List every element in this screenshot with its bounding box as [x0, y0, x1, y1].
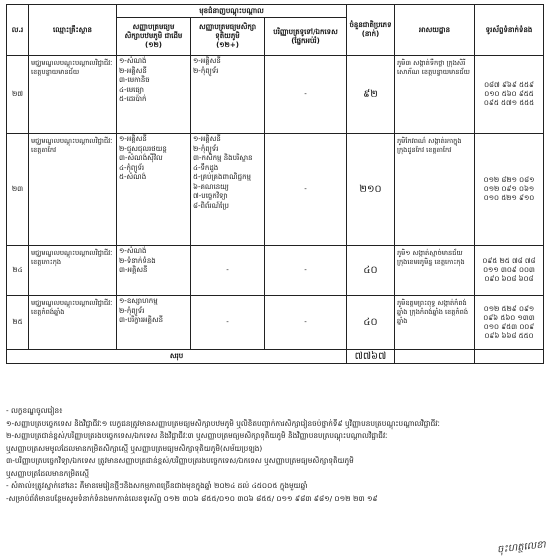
handwritten-signature: ចុះហត្ថលេខា [496, 539, 547, 556]
row-g12 [191, 134, 265, 246]
note-line: - លក្ខខណ្ឌចូលរៀន៖ [6, 406, 63, 415]
header-qty [347, 5, 395, 56]
row-other: - [265, 246, 347, 296]
row-no: ២៥ [7, 296, 29, 350]
note-line: ឬសញ្ញាបត្រដែលមានកម្រិតស្មើ [6, 468, 89, 478]
note-line: - សំគាល់៖ត្រូវស្នាក់នៅនេះ គឺមានមេរៀនថ្មីៗនិងសកម្មភាពច្រើនជាងមុនក្នុងឆ្នាំ ២០២៤ ដល់ ៤៥០០៥ ក្នុងមួយឆ្នាំ [6, 481, 308, 490]
list-item: ២-កុំព្យូទ័រ [193, 66, 219, 75]
phone-number: ០១០ ៥៦០ ៩៥៥ [484, 90, 534, 98]
table-row [7, 246, 544, 296]
header-other [265, 18, 347, 56]
header-g12-label: សញ្ញាបត្រមធ្យមសិក្សាទុតិយភូមិ [198, 23, 257, 40]
note-line: ៣-បរិញ្ញាបត្របច្ចេកវិទ្យា/ឯកទេស ត្រូវមានសញ្ញាបត្រជាន់ខ្ពស់/បរិញ្ញាបត្ររងបច្ចេកទេស/ឯកទេស ឬសញ្ញាបត្រមធ្យមសិក្សាទុតិយភូមិ [6, 456, 354, 465]
row-no: ២៤ [7, 246, 29, 296]
list-item: ៦-គណនេយ្យ [193, 182, 229, 191]
list-item: ៤-ទឹកដូង [193, 163, 219, 172]
phone-number: ០១២ ៨២១ ០៨១ [483, 176, 535, 184]
header-qty-label: ចំនួនជាតិប្រភេទ [349, 21, 392, 29]
list-item: ៥-ដេរប៉ាក់ [119, 95, 147, 103]
row-qty: ៩២ [347, 56, 395, 134]
row-g9 [117, 296, 191, 350]
header-g12 [191, 18, 265, 56]
row-g9 [117, 56, 191, 134]
row-name: មជ្ឈមណ្ឌលបណ្តុះបណ្តាលវិជ្ជាជីវៈខេត្តបន្ទាយមានជ័យ [29, 56, 117, 134]
header-address: អាសយដ្ឋាន [395, 5, 475, 56]
row-g9 [117, 134, 191, 246]
list-item: ១-អគ្គិសនី [193, 57, 221, 65]
table-row [7, 56, 544, 134]
phone-number: ០៩០ ៦០៨ ៦០៨ [484, 275, 534, 283]
list-item: ៨-ពិព័រណ៍ប្រែ [193, 201, 229, 210]
header-other-label: បរិញ្ញាបត្រទូទៅ/ឯកទេស [273, 27, 338, 36]
row-g12 [191, 56, 265, 134]
row-name: មជ្ឈមណ្ឌលបណ្តុះបណ្តាលវិជ្ជាជីវៈខេត្តកំពង់ឆ្នាំង [29, 296, 117, 350]
row-name: មជ្ឈមណ្ឌលបណ្តុះបណ្តាលវិជ្ជាជីវៈខេត្តតាកែវ [29, 134, 117, 246]
header-g9-sub: (១២) [145, 41, 162, 49]
training-centers-table [6, 4, 544, 364]
row-qty: ៤០ [347, 296, 395, 350]
list-item: ២-ទំនាក់ទំនង [119, 256, 156, 265]
header-g9 [117, 18, 191, 56]
row-address: ភូមិ១ សង្កាត់ស្មាច់មានជ័យ ក្រុងខេមរភូមិន្ទ ខេត្តកោះកុង [395, 246, 475, 296]
phone-number: ០៩៥ ៥៧១ ៥៥៥ [483, 99, 535, 107]
row-qty: ២១០ [347, 134, 395, 246]
phone-number: ០៩៦ ៦៦៨ ៥៥០ [484, 331, 534, 340]
total-empty-address [395, 350, 475, 364]
header-phone: ទូរស័ព្ទទំនាក់ទំនង [475, 5, 544, 56]
phone-number: ០៨៧ ៩៦៩ ៥៥៩ [484, 81, 534, 89]
header-school: ឈ្មោះគ្រឹះស្ថាន [29, 5, 117, 56]
row-g9 [117, 246, 191, 296]
table-row [7, 296, 544, 350]
total-label: សរុប [7, 350, 347, 364]
note-line: ឬសញ្ញាបត្រសមមូលដែលមានកម្រិតសិក្សាស្មើ ឬសញ្ញាបត្រមធ្យមសិក្សាទុតិយភូមិ(សម័យប្រឡង) [6, 443, 263, 453]
phone-number: ០១២ ០៩១ ០៦១ [483, 185, 535, 193]
header-no: ល.រ [7, 5, 29, 56]
row-address: ភូមិកែវពណ៌ សង្កាត់រកាក្នុង ក្រុងដូនកែវ ខេត្តតាកែវ [395, 134, 475, 246]
list-item: ៣-មេកានិច [119, 76, 150, 84]
list-item: ១-ឧស្សាហកម្ម [119, 297, 158, 305]
list-item: ៧-បច្ចេកវិទ្យា [193, 192, 228, 200]
row-phones [475, 56, 544, 134]
row-other: - [265, 134, 347, 246]
list-item: ៤-កុំព្យូទ័រ [119, 163, 145, 172]
header-g9-label: សញ្ញាបត្រមធ្យមសិក្សាបឋមភូមិ ជាដើម [124, 23, 183, 40]
list-item: ២-អគ្គិសនី [119, 66, 147, 75]
row-phones [475, 134, 544, 246]
row-name: មជ្ឈមណ្ឌលបណ្តុះបណ្តាលវិជ្ជាជីវៈខេត្តកោះកុង [29, 246, 117, 296]
total-row [7, 350, 544, 364]
note-line: ២-សញ្ញាបត្រជាន់ខ្ពស់/បរិញ្ញាបត្ររងបច្ចេកទេស/ឯកទេស និងវិជ្ជាជីវៈ៣ ឬសញ្ញាបត្រមធ្យមសិក្សាទុតិយភូមិ និងវិញ្ញាបនបត្របណ្តុះបណ្តាលវិជ្ជាជីវៈ [6, 431, 388, 440]
row-phones [475, 246, 544, 296]
list-item: ៣-បរិក្ខារអគ្គិសនី [119, 316, 164, 324]
list-item: ៣-កសិកម្ម និងបរិស្ថាន [193, 154, 253, 162]
list-item: ៣-អគ្គិសនី [119, 266, 148, 274]
row-no: ២៧ [7, 56, 29, 134]
list-item: ២-កុំព្យូទ័រ [119, 306, 145, 315]
header-group: មុខជំនាញបណ្តុះបណ្តាល [117, 5, 347, 18]
row-g12: - [191, 296, 265, 350]
phone-number: ០១២ ៥២៩ ០៩១ [483, 304, 535, 313]
phone-number: ០១១ ៣០៩ ០០៣ [483, 266, 535, 274]
list-item: ២-កុំព្យូទ័រ [193, 144, 219, 153]
row-address: ភូមិឧត្តមព្រះពុទ្ធ សង្កាត់កំពង់ឆ្នាំង ក្រុងកំពង់ឆ្នាំង ខេត្តកំពង់ឆ្នាំង [395, 296, 475, 350]
total-empty-phone [475, 350, 544, 364]
row-other: - [265, 56, 347, 134]
phone-number: ០១០ ៥២១ ៩១០ [483, 194, 535, 202]
list-item: ៥-គ្រប់គ្រងពាណិជ្ជកម្ម [193, 173, 251, 181]
list-item: ៥-សំណង់ [119, 173, 147, 181]
phone-number: ០៩៥ ២៥ ៧៨ ៧៨ [482, 257, 536, 265]
table-row [7, 134, 544, 246]
header-qty-sub: (នាក់) [361, 30, 380, 38]
list-item: ៤-មេធ្យោ [119, 85, 145, 94]
row-phones [475, 296, 544, 350]
list-item: ១-សំណង់ [119, 247, 147, 255]
phone-number: ០១០ ៩៥៣ ០០៩ [483, 322, 535, 331]
header-other-sub: (ផ្នែកអប់រំ) [291, 36, 320, 45]
requirements-notes [6, 405, 546, 505]
list-item: ១-សំណង់ [119, 57, 147, 65]
phone-number: ០៩៦ ៥៦០ ១៣៣ [483, 313, 535, 322]
list-item: ១-អគ្គិសនី [193, 135, 221, 143]
header-g12-sub: (១២+) [216, 41, 239, 49]
row-no: ២៣ [7, 134, 29, 246]
row-other: - [265, 296, 347, 350]
row-qty: ៤០ [347, 246, 395, 296]
list-item: ៣-សំណង់ស៊ីវិល [119, 154, 163, 162]
list-item: ២-ជួសជុលរថយន្ត [119, 144, 167, 153]
list-item: ១-អគ្គិសនី [119, 135, 147, 143]
row-g12: - [191, 246, 265, 296]
total-value: ៧៧៦៧ [347, 350, 395, 364]
note-line: -សម្រាប់ព័ត៌មានបន្ថែមសូមទំនាក់ទំនងមកកាន់លេខទូរស័ព្ទ ០១២ ៣០៦ ៨៥៥/០១០ ៣០៦ ៨៥៥/ ០១១ ៩៨៣ ៩៨១/ ០១២ ២៣ ១៩ [6, 493, 378, 503]
note-line: ១-សញ្ញាបត្របច្ចេកទេស និងវិជ្ជាជីវៈ១ បេក្ខជនត្រូវមានសញ្ញាបត្រមធ្យមសិក្សាបឋមភូមិ ឬលិខិតបញ្ជាក់ការសិក្សារៀនចប់ថ្នាក់ទី៩ ឬវិញ្ញាបនបត្របណ្តុះបណ្តាលវិជ្ជាជីវៈ [6, 418, 440, 428]
row-address: ភូមិ៣ សង្កាត់ទឹកថ្លា ក្រុងសិរីសោភ័ណ ខេត្តបន្ទាយមានជ័យ [395, 56, 475, 134]
